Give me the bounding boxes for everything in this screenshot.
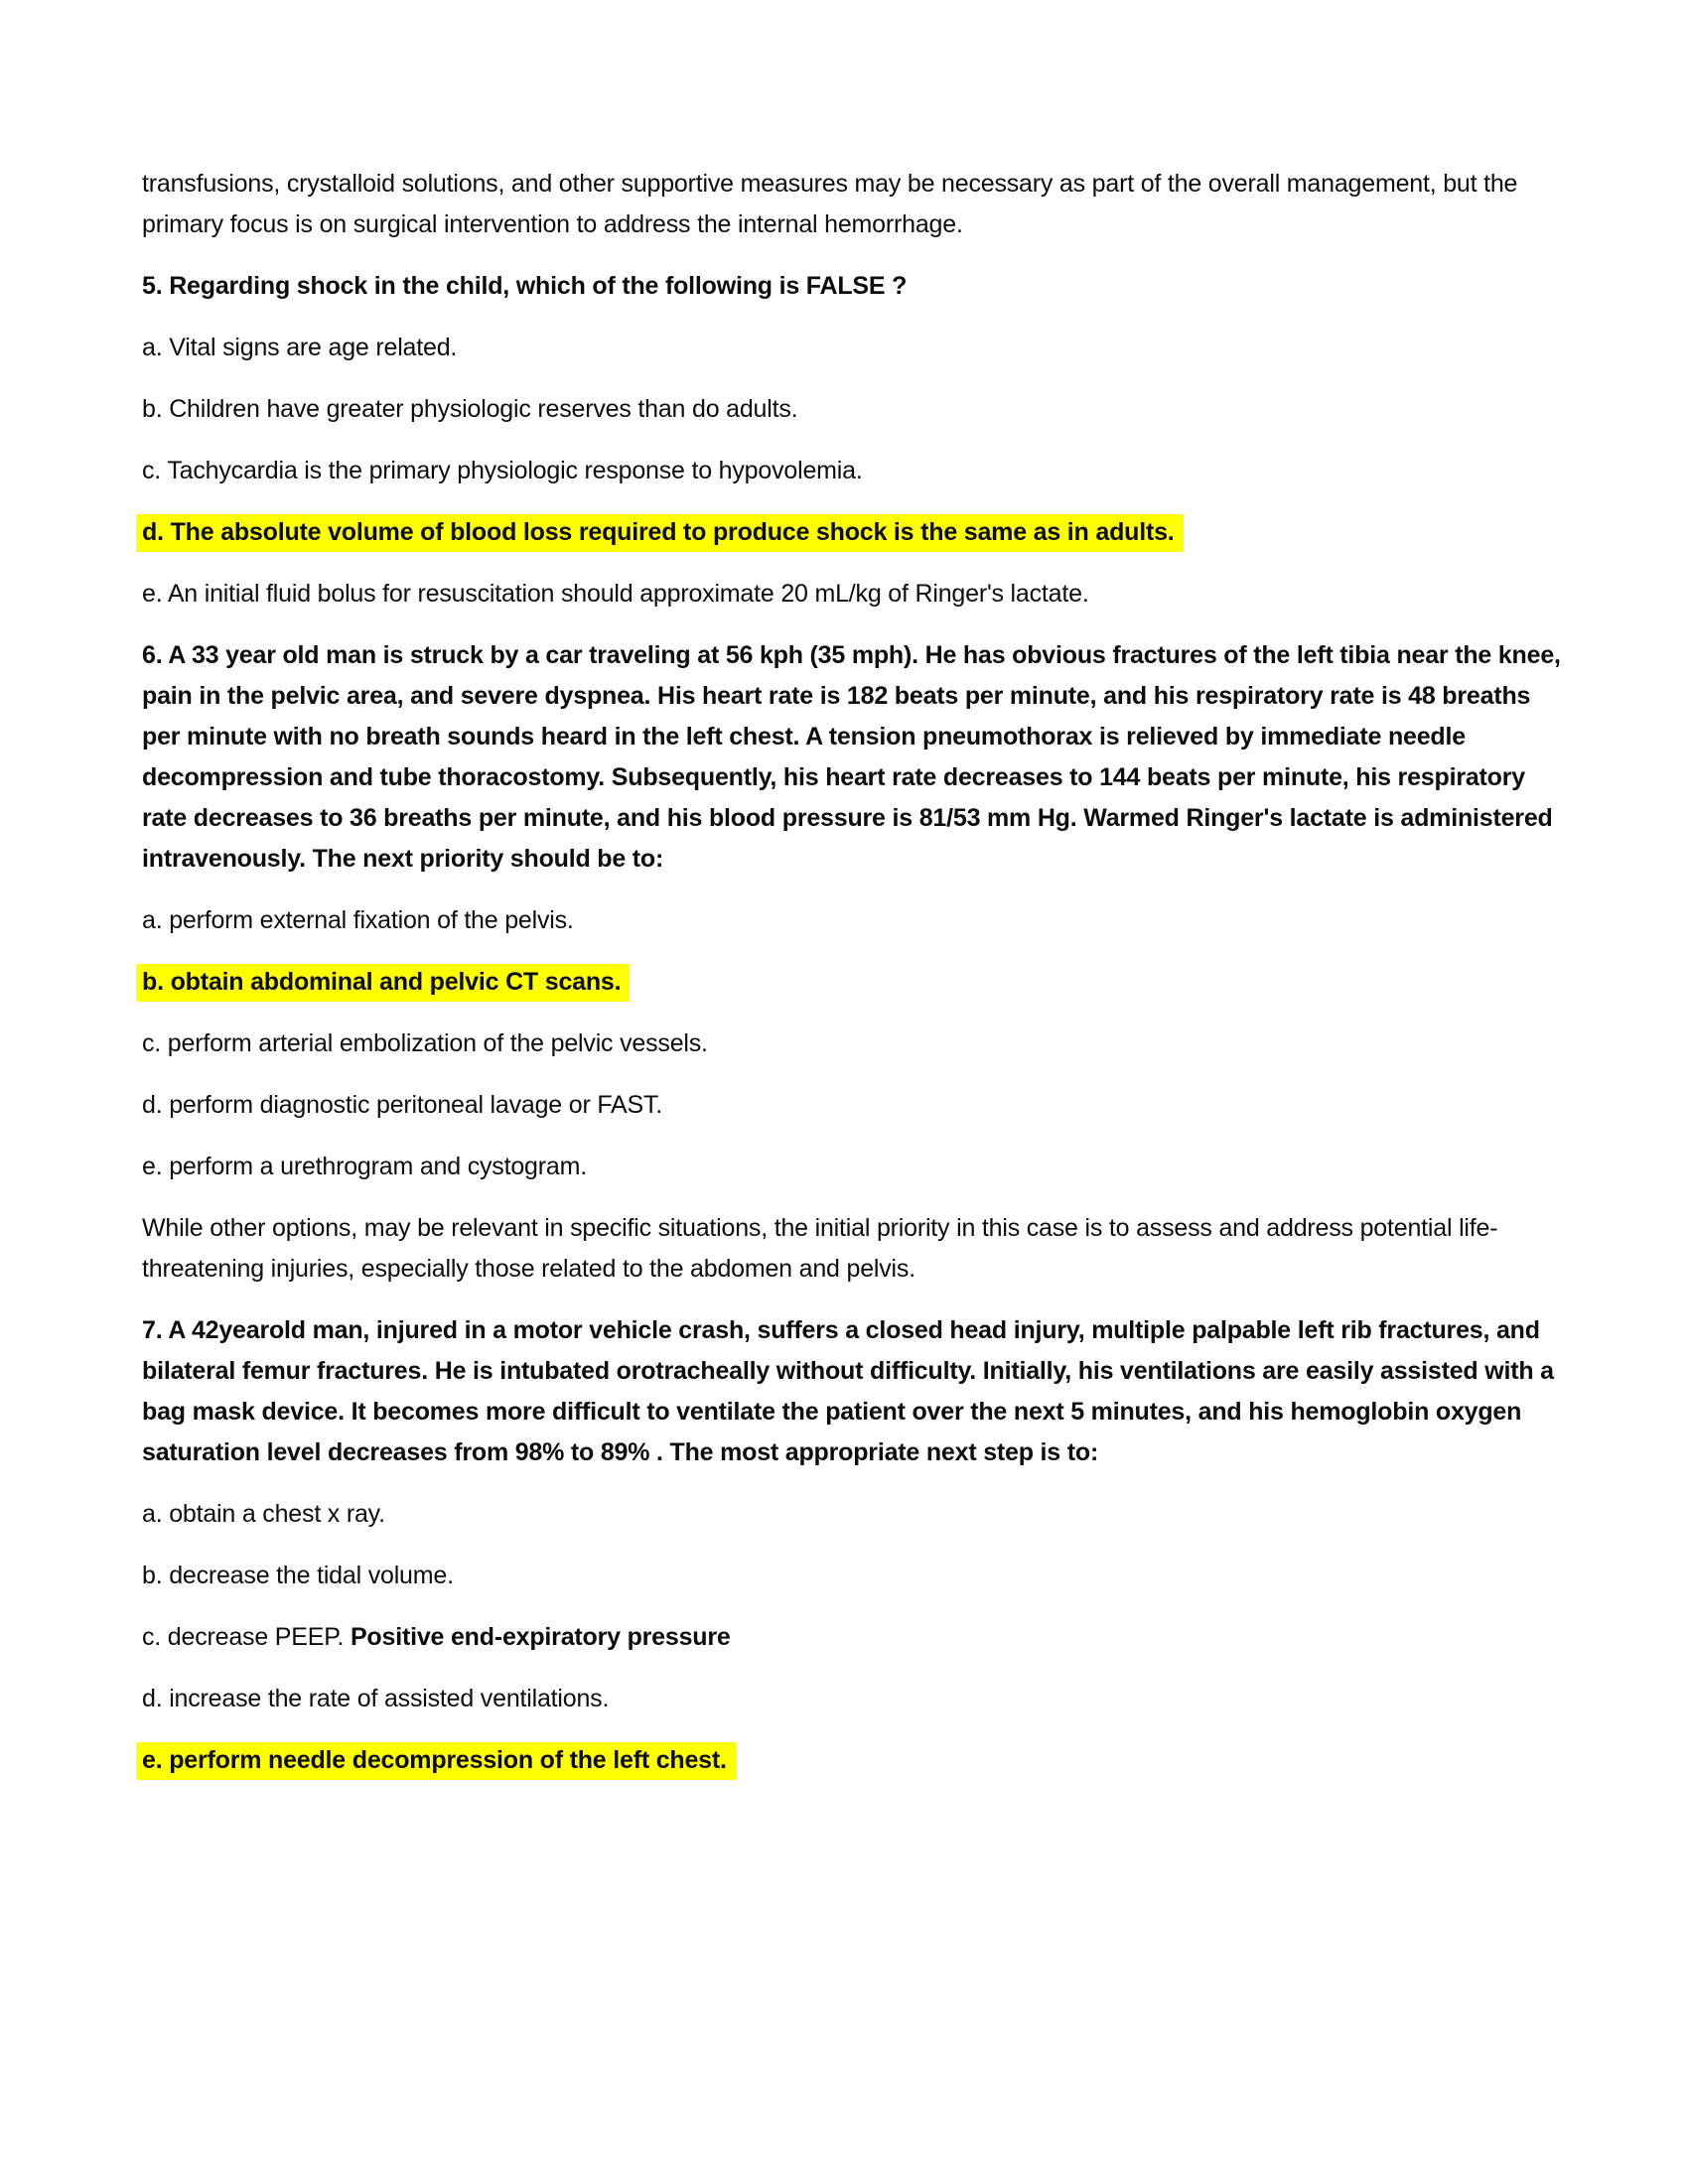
q6-option-a: a. perform external fixation of the pelvis. [142, 906, 574, 934]
q5-option-d-highlighted-answer [142, 512, 1564, 553]
q5-answer-highlight: d. The absolute volume of blood loss required to produce shock is the same as in adults. [136, 514, 1184, 552]
q6-answer-highlight: b. obtain abdominal and pelvic CT scans. [136, 964, 630, 1002]
question-5-heading: 5. Regarding shock in the child, which of the following is FALSE ? [142, 272, 908, 300]
q7-option-b: b. decrease the tidal volume. [142, 1562, 454, 1589]
q6-option-b-highlighted-answer [142, 962, 1564, 1003]
q5-option-c: c. Tachycardia is the primary physiologic response to hypovolemia. [142, 457, 863, 484]
q7-answer-highlight: e. perform needle decompression of the left chest. [136, 1742, 736, 1780]
q7-option-a: a. obtain a chest x ray. [142, 1500, 385, 1528]
q7-option-c [142, 1617, 1564, 1658]
q7-option-c-bold-text: Positive end-expiratory pressure [350, 1623, 731, 1651]
question-6-heading: 6. A 33 year old man is struck by a car traveling at 56 kph (35 mph). He has obvious fractures of the left tibia near the knee, pain in the pelvic area, and severe dyspnea. His heart rate is 182 beats per minute, and his respiratory rate is 48 breaths per minute with no breath sounds heard in the left chest. A tension pneumothorax is relieved by immediate needle decompression and tube thoracostomy. Subsequently, his heart rate decreases to 144 beats per minute, his respiratory rate decreases to 36 breaths per minute, and his blood pressure is 81/53 mm Hg. Warmed Ringer's lactate is administered intravenously. The next priority should be to: [142, 641, 1561, 873]
q7-option-c-regular-text: c. decrease PEEP. [142, 1623, 351, 1651]
q7-option-d: d. increase the rate of assisted ventilations. [142, 1685, 610, 1712]
q5-option-e: e. An initial fluid bolus for resuscitation should approximate 20 mL/kg of Ringer's lactate. [142, 580, 1089, 608]
q5-option-a: a. Vital signs are age related. [142, 334, 458, 361]
q6-option-c: c. perform arterial embolization of the pelvic vessels. [142, 1029, 708, 1057]
document-text-block [142, 164, 1564, 1802]
q6-option-e: e. perform a urethrogram and cystogram. [142, 1153, 587, 1180]
q7-option-e-highlighted-answer [142, 1740, 1564, 1781]
q5-option-b: b. Children have greater physiologic reserves than do adults. [142, 395, 798, 423]
question-7-heading: 7. A 42yearold man, injured in a motor vehicle crash, suffers a closed head injury, multiple palpable left rib fractures, and bilateral femur fractures. He is intubated orotracheally without difficulty. Initially, his ventilations are easily assisted with a bag mask device. It becomes more difficult to ventilate the patient over the next 5 minutes, and his hemoglobin oxygen saturation level decreases from 98% to 89% . The most appropriate next step is to: [142, 1316, 1554, 1466]
intro-paragraph: transfusions, crystalloid solutions, and other supportive measures may be necessary as part of the overall management, but the primary focus is on surgical intervention to address the internal hemorrhage. [142, 170, 1518, 238]
q6-explanation-paragraph: While other options, may be relevant in specific situations, the initial priority in this case is to assess and address potential life-threatening injuries, especially those related to the abdomen and pelvis. [142, 1214, 1498, 1283]
q6-option-d: d. perform diagnostic peritoneal lavage or FAST. [142, 1091, 663, 1119]
